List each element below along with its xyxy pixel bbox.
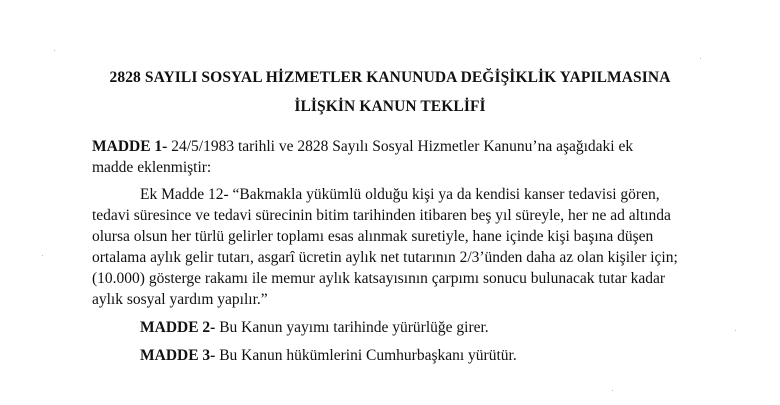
madde-1-label: MADDE 1- [92, 138, 168, 155]
ek-madde-line-3: olursa olsun her türlü gelirler toplamı esas alınmak suretiyle, hane içinde kişi başına düşen [92, 228, 654, 245]
scan-speck [54, 50, 55, 51]
document-title-line-2: İLİŞKİN KANUN TEKLİFİ [294, 98, 486, 115]
madde-2-text: Bu Kanun yayımı tarihinde yürürlüğe girer. [215, 319, 489, 336]
madde-3-label: MADDE 3- [140, 347, 216, 364]
madde-1-text-1: 24/5/1983 tarihli ve 2828 Sayılı Sosyal Hizmetler Kanunu’na aşağıdaki ek [167, 138, 634, 155]
madde-3-text: Bu Kanun hükümlerini Cumhurbaşkanı yürütür. [215, 347, 517, 364]
scan-speck [42, 255, 43, 256]
madde-1-line-2: madde eklenmiştir: [92, 159, 212, 176]
scan-speck [735, 330, 736, 331]
madde-3 [140, 346, 517, 365]
ek-madde-line-2: tedavi süresince ve tedavi sürecinin bitim tarihinden itibaren beş yıl süreyle, her ne ad altında [92, 207, 671, 224]
madde-1-line-1 [92, 137, 633, 156]
document-title-line-1: 2828 SAYILI SOSYAL HİZMETLER KANUNUDA DEĞİŞİKLİK YAPILMASINA [109, 69, 671, 86]
madde-2 [140, 318, 489, 337]
ek-madde-line-1: Ek Madde 12- “Bakmakla yükümlü olduğu kişi ya da kendisi kanser tedavisi gören, [140, 186, 660, 203]
madde-2-label: MADDE 2- [140, 319, 216, 336]
ek-madde-line-5: (10.000) gösterge rakamı ile memur aylık katsayısının çarpımı sonucu bulunacak tutar kadar [92, 270, 666, 287]
ek-madde-line-4: ortalama aylık gelir tutarı, asgarî ücretin aylık net tutarının 2/3’ünden daha az olan kişiler için; [92, 249, 678, 266]
scan-speck [700, 58, 701, 59]
scan-speck [612, 390, 613, 391]
ek-madde-line-6: aylık sosyal yardım yapılır.” [92, 291, 268, 308]
